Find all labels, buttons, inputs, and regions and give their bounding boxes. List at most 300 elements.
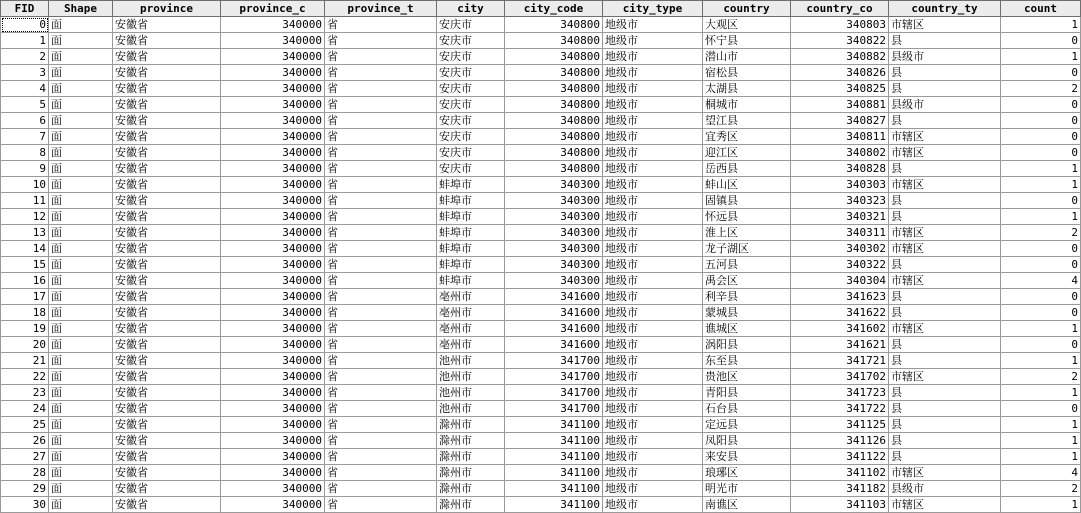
count-cell[interactable]: 1 xyxy=(1001,385,1081,401)
country-cell[interactable]: 桐城市 xyxy=(703,97,791,113)
table-row[interactable] xyxy=(1,401,1081,417)
count-cell[interactable]: 0 xyxy=(1001,129,1081,145)
province-type-cell[interactable]: 省 xyxy=(325,497,437,513)
fid-cell[interactable]: 26 xyxy=(1,433,49,449)
city-cell[interactable]: 池州市 xyxy=(437,353,505,369)
country-code-cell[interactable]: 340811 xyxy=(791,129,889,145)
province-type-cell[interactable]: 省 xyxy=(325,305,437,321)
table-row[interactable] xyxy=(1,65,1081,81)
count-cell[interactable]: 0 xyxy=(1001,257,1081,273)
province-cell[interactable]: 安徽省 xyxy=(113,65,221,81)
province-type-cell[interactable]: 省 xyxy=(325,161,437,177)
province-type-cell[interactable]: 省 xyxy=(325,129,437,145)
country-code-cell[interactable]: 341721 xyxy=(791,353,889,369)
country-cell[interactable]: 贵池区 xyxy=(703,369,791,385)
province-cell[interactable]: 安徽省 xyxy=(113,49,221,65)
count-cell[interactable]: 0 xyxy=(1001,145,1081,161)
city-cell[interactable]: 安庆市 xyxy=(437,65,505,81)
count-cell[interactable]: 2 xyxy=(1001,225,1081,241)
table-row[interactable] xyxy=(1,161,1081,177)
city-type-cell[interactable]: 地级市 xyxy=(603,49,703,65)
shape-cell[interactable]: 面 xyxy=(49,321,113,337)
fid-cell[interactable]: 11 xyxy=(1,193,49,209)
province-code-cell[interactable]: 340000 xyxy=(221,97,325,113)
fid-cell[interactable]: 30 xyxy=(1,497,49,513)
count-cell[interactable]: 1 xyxy=(1001,161,1081,177)
province-cell[interactable]: 安徽省 xyxy=(113,369,221,385)
city-code-cell[interactable]: 340300 xyxy=(505,273,603,289)
fid-cell[interactable]: 14 xyxy=(1,241,49,257)
country-code-cell[interactable]: 341102 xyxy=(791,465,889,481)
city-type-cell[interactable]: 地级市 xyxy=(603,33,703,49)
city-cell[interactable]: 蚌埠市 xyxy=(437,177,505,193)
count-cell[interactable]: 4 xyxy=(1001,465,1081,481)
table-row[interactable] xyxy=(1,129,1081,145)
province-code-cell[interactable]: 340000 xyxy=(221,145,325,161)
country-code-cell[interactable]: 340826 xyxy=(791,65,889,81)
column-header-province-type[interactable]: province_t xyxy=(325,1,437,17)
country-type-cell[interactable]: 县 xyxy=(889,401,1001,417)
province-code-cell[interactable]: 340000 xyxy=(221,401,325,417)
city-type-cell[interactable]: 地级市 xyxy=(603,145,703,161)
province-code-cell[interactable]: 340000 xyxy=(221,417,325,433)
count-cell[interactable]: 1 xyxy=(1001,417,1081,433)
country-cell[interactable]: 定远县 xyxy=(703,417,791,433)
city-code-cell[interactable]: 340300 xyxy=(505,225,603,241)
province-cell[interactable]: 安徽省 xyxy=(113,417,221,433)
country-cell[interactable]: 潜山市 xyxy=(703,49,791,65)
city-code-cell[interactable]: 340300 xyxy=(505,193,603,209)
city-cell[interactable]: 滁州市 xyxy=(437,497,505,513)
shape-cell[interactable]: 面 xyxy=(49,385,113,401)
table-row[interactable] xyxy=(1,273,1081,289)
city-type-cell[interactable]: 地级市 xyxy=(603,257,703,273)
province-type-cell[interactable]: 省 xyxy=(325,449,437,465)
city-cell[interactable]: 滁州市 xyxy=(437,481,505,497)
province-code-cell[interactable]: 340000 xyxy=(221,449,325,465)
province-type-cell[interactable]: 省 xyxy=(325,65,437,81)
shape-cell[interactable]: 面 xyxy=(49,481,113,497)
table-row[interactable] xyxy=(1,257,1081,273)
column-header-country-code[interactable]: country_co xyxy=(791,1,889,17)
city-cell[interactable]: 安庆市 xyxy=(437,129,505,145)
table-row[interactable] xyxy=(1,17,1081,33)
province-cell[interactable]: 安徽省 xyxy=(113,385,221,401)
fid-cell[interactable]: 29 xyxy=(1,481,49,497)
fid-cell[interactable]: 7 xyxy=(1,129,49,145)
country-cell[interactable]: 东至县 xyxy=(703,353,791,369)
city-type-cell[interactable]: 地级市 xyxy=(603,129,703,145)
city-type-cell[interactable]: 地级市 xyxy=(603,65,703,81)
province-code-cell[interactable]: 340000 xyxy=(221,433,325,449)
country-cell[interactable]: 太湖县 xyxy=(703,81,791,97)
province-type-cell[interactable]: 省 xyxy=(325,321,437,337)
shape-cell[interactable]: 面 xyxy=(49,177,113,193)
country-type-cell[interactable]: 县 xyxy=(889,417,1001,433)
country-type-cell[interactable]: 县 xyxy=(889,305,1001,321)
table-row[interactable] xyxy=(1,369,1081,385)
column-header-city-type[interactable]: city_type xyxy=(603,1,703,17)
city-cell[interactable]: 安庆市 xyxy=(437,161,505,177)
city-cell[interactable]: 滁州市 xyxy=(437,417,505,433)
province-code-cell[interactable]: 340000 xyxy=(221,33,325,49)
city-cell[interactable]: 蚌埠市 xyxy=(437,209,505,225)
country-type-cell[interactable]: 县 xyxy=(889,113,1001,129)
country-code-cell[interactable]: 341622 xyxy=(791,305,889,321)
province-type-cell[interactable]: 省 xyxy=(325,337,437,353)
country-type-cell[interactable]: 县 xyxy=(889,257,1001,273)
city-type-cell[interactable]: 地级市 xyxy=(603,113,703,129)
table-row[interactable] xyxy=(1,417,1081,433)
city-code-cell[interactable]: 340800 xyxy=(505,161,603,177)
country-type-cell[interactable]: 市辖区 xyxy=(889,273,1001,289)
country-cell[interactable]: 怀宁县 xyxy=(703,33,791,49)
city-code-cell[interactable]: 341600 xyxy=(505,321,603,337)
country-code-cell[interactable]: 341623 xyxy=(791,289,889,305)
city-type-cell[interactable]: 地级市 xyxy=(603,417,703,433)
shape-cell[interactable]: 面 xyxy=(49,225,113,241)
city-cell[interactable]: 亳州市 xyxy=(437,321,505,337)
count-cell[interactable]: 1 xyxy=(1001,353,1081,369)
country-code-cell[interactable]: 340303 xyxy=(791,177,889,193)
country-type-cell[interactable]: 县级市 xyxy=(889,97,1001,113)
province-type-cell[interactable]: 省 xyxy=(325,33,437,49)
province-cell[interactable]: 安徽省 xyxy=(113,449,221,465)
city-code-cell[interactable]: 340800 xyxy=(505,17,603,33)
country-cell[interactable]: 迎江区 xyxy=(703,145,791,161)
country-cell[interactable]: 固镇县 xyxy=(703,193,791,209)
table-row[interactable] xyxy=(1,321,1081,337)
province-code-cell[interactable]: 340000 xyxy=(221,49,325,65)
city-code-cell[interactable]: 341100 xyxy=(505,417,603,433)
shape-cell[interactable]: 面 xyxy=(49,273,113,289)
table-row[interactable] xyxy=(1,337,1081,353)
shape-cell[interactable]: 面 xyxy=(49,193,113,209)
province-cell[interactable]: 安徽省 xyxy=(113,481,221,497)
country-type-cell[interactable]: 县 xyxy=(889,209,1001,225)
province-code-cell[interactable]: 340000 xyxy=(221,81,325,97)
shape-cell[interactable]: 面 xyxy=(49,113,113,129)
shape-cell[interactable]: 面 xyxy=(49,433,113,449)
province-type-cell[interactable]: 省 xyxy=(325,369,437,385)
country-cell[interactable]: 凤阳县 xyxy=(703,433,791,449)
country-code-cell[interactable]: 341182 xyxy=(791,481,889,497)
fid-cell[interactable]: 10 xyxy=(1,177,49,193)
province-type-cell[interactable]: 省 xyxy=(325,241,437,257)
shape-cell[interactable]: 面 xyxy=(49,49,113,65)
city-code-cell[interactable]: 341100 xyxy=(505,481,603,497)
city-type-cell[interactable]: 地级市 xyxy=(603,273,703,289)
city-type-cell[interactable]: 地级市 xyxy=(603,449,703,465)
country-code-cell[interactable]: 341702 xyxy=(791,369,889,385)
city-type-cell[interactable]: 地级市 xyxy=(603,337,703,353)
province-type-cell[interactable]: 省 xyxy=(325,273,437,289)
fid-cell[interactable]: 8 xyxy=(1,145,49,161)
shape-cell[interactable]: 面 xyxy=(49,417,113,433)
country-code-cell[interactable]: 340323 xyxy=(791,193,889,209)
province-code-cell[interactable]: 340000 xyxy=(221,481,325,497)
table-row[interactable] xyxy=(1,113,1081,129)
country-code-cell[interactable]: 340882 xyxy=(791,49,889,65)
shape-cell[interactable]: 面 xyxy=(49,369,113,385)
country-cell[interactable]: 南谯区 xyxy=(703,497,791,513)
city-code-cell[interactable]: 340300 xyxy=(505,209,603,225)
province-type-cell[interactable]: 省 xyxy=(325,177,437,193)
fid-cell[interactable]: 19 xyxy=(1,321,49,337)
country-code-cell[interactable]: 341103 xyxy=(791,497,889,513)
country-code-cell[interactable]: 341722 xyxy=(791,401,889,417)
province-cell[interactable]: 安徽省 xyxy=(113,113,221,129)
city-code-cell[interactable]: 340300 xyxy=(505,177,603,193)
country-cell[interactable]: 望江县 xyxy=(703,113,791,129)
count-cell[interactable]: 1 xyxy=(1001,49,1081,65)
country-cell[interactable]: 谯城区 xyxy=(703,321,791,337)
city-cell[interactable]: 蚌埠市 xyxy=(437,257,505,273)
table-row[interactable] xyxy=(1,225,1081,241)
province-cell[interactable]: 安徽省 xyxy=(113,161,221,177)
count-cell[interactable]: 1 xyxy=(1001,321,1081,337)
city-code-cell[interactable]: 341100 xyxy=(505,433,603,449)
country-cell[interactable]: 五河县 xyxy=(703,257,791,273)
country-type-cell[interactable]: 市辖区 xyxy=(889,177,1001,193)
country-type-cell[interactable]: 县 xyxy=(889,161,1001,177)
city-code-cell[interactable]: 340300 xyxy=(505,257,603,273)
city-cell[interactable]: 安庆市 xyxy=(437,49,505,65)
city-code-cell[interactable]: 340300 xyxy=(505,241,603,257)
country-code-cell[interactable]: 340803 xyxy=(791,17,889,33)
country-cell[interactable]: 涡阳县 xyxy=(703,337,791,353)
country-code-cell[interactable]: 341723 xyxy=(791,385,889,401)
column-header-country[interactable]: country xyxy=(703,1,791,17)
table-row[interactable] xyxy=(1,433,1081,449)
province-type-cell[interactable]: 省 xyxy=(325,417,437,433)
country-code-cell[interactable]: 340881 xyxy=(791,97,889,113)
city-type-cell[interactable]: 地级市 xyxy=(603,177,703,193)
fid-cell[interactable]: 1 xyxy=(1,33,49,49)
city-type-cell[interactable]: 地级市 xyxy=(603,289,703,305)
province-cell[interactable]: 安徽省 xyxy=(113,33,221,49)
city-cell[interactable]: 安庆市 xyxy=(437,113,505,129)
country-type-cell[interactable]: 市辖区 xyxy=(889,465,1001,481)
city-cell[interactable]: 池州市 xyxy=(437,369,505,385)
country-cell[interactable]: 蚌山区 xyxy=(703,177,791,193)
city-cell[interactable]: 滁州市 xyxy=(437,465,505,481)
fid-cell[interactable]: 3 xyxy=(1,65,49,81)
province-type-cell[interactable]: 省 xyxy=(325,289,437,305)
city-type-cell[interactable]: 地级市 xyxy=(603,369,703,385)
table-row[interactable] xyxy=(1,33,1081,49)
country-code-cell[interactable]: 341621 xyxy=(791,337,889,353)
fid-cell[interactable]: 13 xyxy=(1,225,49,241)
count-cell[interactable]: 0 xyxy=(1001,241,1081,257)
city-cell[interactable]: 蚌埠市 xyxy=(437,225,505,241)
city-code-cell[interactable]: 340800 xyxy=(505,81,603,97)
column-header-country-type[interactable]: country_ty xyxy=(889,1,1001,17)
city-code-cell[interactable]: 341600 xyxy=(505,289,603,305)
province-type-cell[interactable]: 省 xyxy=(325,353,437,369)
province-code-cell[interactable]: 340000 xyxy=(221,289,325,305)
city-cell[interactable]: 蚌埠市 xyxy=(437,241,505,257)
city-code-cell[interactable]: 341100 xyxy=(505,449,603,465)
province-cell[interactable]: 安徽省 xyxy=(113,433,221,449)
shape-cell[interactable]: 面 xyxy=(49,353,113,369)
province-code-cell[interactable]: 340000 xyxy=(221,241,325,257)
country-cell[interactable]: 蒙城县 xyxy=(703,305,791,321)
province-cell[interactable]: 安徽省 xyxy=(113,193,221,209)
table-row[interactable] xyxy=(1,289,1081,305)
column-header-province[interactable]: province xyxy=(113,1,221,17)
shape-cell[interactable]: 面 xyxy=(49,33,113,49)
country-type-cell[interactable]: 县级市 xyxy=(889,481,1001,497)
country-cell[interactable]: 利辛县 xyxy=(703,289,791,305)
shape-cell[interactable]: 面 xyxy=(49,145,113,161)
shape-cell[interactable]: 面 xyxy=(49,161,113,177)
country-cell[interactable]: 琅琊区 xyxy=(703,465,791,481)
shape-cell[interactable]: 面 xyxy=(49,401,113,417)
shape-cell[interactable]: 面 xyxy=(49,289,113,305)
country-code-cell[interactable]: 340302 xyxy=(791,241,889,257)
shape-cell[interactable]: 面 xyxy=(49,209,113,225)
province-code-cell[interactable]: 340000 xyxy=(221,257,325,273)
province-cell[interactable]: 安徽省 xyxy=(113,209,221,225)
city-type-cell[interactable]: 地级市 xyxy=(603,193,703,209)
shape-cell[interactable]: 面 xyxy=(49,257,113,273)
city-cell[interactable]: 亳州市 xyxy=(437,337,505,353)
shape-cell[interactable]: 面 xyxy=(49,449,113,465)
province-code-cell[interactable]: 340000 xyxy=(221,353,325,369)
city-type-cell[interactable]: 地级市 xyxy=(603,161,703,177)
count-cell[interactable]: 1 xyxy=(1001,209,1081,225)
column-header-fid[interactable]: FID xyxy=(1,1,49,17)
province-code-cell[interactable]: 340000 xyxy=(221,161,325,177)
city-code-cell[interactable]: 340800 xyxy=(505,129,603,145)
country-cell[interactable]: 宜秀区 xyxy=(703,129,791,145)
city-cell[interactable]: 滁州市 xyxy=(437,433,505,449)
province-cell[interactable]: 安徽省 xyxy=(113,289,221,305)
city-type-cell[interactable]: 地级市 xyxy=(603,465,703,481)
city-cell[interactable]: 安庆市 xyxy=(437,33,505,49)
count-cell[interactable]: 2 xyxy=(1001,81,1081,97)
count-cell[interactable]: 1 xyxy=(1001,497,1081,513)
count-cell[interactable]: 1 xyxy=(1001,449,1081,465)
city-code-cell[interactable]: 341100 xyxy=(505,497,603,513)
city-type-cell[interactable]: 地级市 xyxy=(603,481,703,497)
province-cell[interactable]: 安徽省 xyxy=(113,257,221,273)
count-cell[interactable]: 0 xyxy=(1001,113,1081,129)
city-type-cell[interactable]: 地级市 xyxy=(603,241,703,257)
province-type-cell[interactable]: 省 xyxy=(325,17,437,33)
province-code-cell[interactable]: 340000 xyxy=(221,497,325,513)
country-type-cell[interactable]: 县 xyxy=(889,81,1001,97)
table-row[interactable] xyxy=(1,177,1081,193)
count-cell[interactable]: 0 xyxy=(1001,305,1081,321)
fid-cell[interactable]: 16 xyxy=(1,273,49,289)
country-type-cell[interactable]: 县 xyxy=(889,353,1001,369)
province-cell[interactable]: 安徽省 xyxy=(113,241,221,257)
count-cell[interactable]: 0 xyxy=(1001,289,1081,305)
country-type-cell[interactable]: 县 xyxy=(889,433,1001,449)
table-row[interactable] xyxy=(1,81,1081,97)
fid-cell[interactable]: 4 xyxy=(1,81,49,97)
province-code-cell[interactable]: 340000 xyxy=(221,129,325,145)
city-code-cell[interactable]: 341700 xyxy=(505,353,603,369)
country-code-cell[interactable]: 341125 xyxy=(791,417,889,433)
province-type-cell[interactable]: 省 xyxy=(325,81,437,97)
shape-cell[interactable]: 面 xyxy=(49,337,113,353)
province-code-cell[interactable]: 340000 xyxy=(221,193,325,209)
country-cell[interactable]: 龙子湖区 xyxy=(703,241,791,257)
count-cell[interactable]: 1 xyxy=(1001,433,1081,449)
province-type-cell[interactable]: 省 xyxy=(325,145,437,161)
table-row[interactable] xyxy=(1,193,1081,209)
city-code-cell[interactable]: 341700 xyxy=(505,401,603,417)
city-cell[interactable]: 安庆市 xyxy=(437,97,505,113)
table-row[interactable] xyxy=(1,145,1081,161)
city-type-cell[interactable]: 地级市 xyxy=(603,433,703,449)
province-type-cell[interactable]: 省 xyxy=(325,97,437,113)
shape-cell[interactable]: 面 xyxy=(49,497,113,513)
table-row[interactable] xyxy=(1,481,1081,497)
country-cell[interactable]: 青阳县 xyxy=(703,385,791,401)
count-cell[interactable]: 0 xyxy=(1001,65,1081,81)
province-type-cell[interactable]: 省 xyxy=(325,465,437,481)
city-type-cell[interactable]: 地级市 xyxy=(603,401,703,417)
shape-cell[interactable]: 面 xyxy=(49,305,113,321)
country-cell[interactable]: 石台县 xyxy=(703,401,791,417)
country-code-cell[interactable]: 340822 xyxy=(791,33,889,49)
country-type-cell[interactable]: 县 xyxy=(889,449,1001,465)
province-cell[interactable]: 安徽省 xyxy=(113,273,221,289)
country-type-cell[interactable]: 县 xyxy=(889,193,1001,209)
country-type-cell[interactable]: 县 xyxy=(889,65,1001,81)
province-type-cell[interactable]: 省 xyxy=(325,193,437,209)
country-code-cell[interactable]: 341122 xyxy=(791,449,889,465)
province-cell[interactable]: 安徽省 xyxy=(113,145,221,161)
province-cell[interactable]: 安徽省 xyxy=(113,225,221,241)
city-cell[interactable]: 池州市 xyxy=(437,401,505,417)
shape-cell[interactable]: 面 xyxy=(49,81,113,97)
province-cell[interactable]: 安徽省 xyxy=(113,177,221,193)
country-type-cell[interactable]: 县 xyxy=(889,385,1001,401)
province-cell[interactable]: 安徽省 xyxy=(113,305,221,321)
fid-cell[interactable]: 21 xyxy=(1,353,49,369)
table-row[interactable] xyxy=(1,305,1081,321)
country-type-cell[interactable]: 市辖区 xyxy=(889,145,1001,161)
city-code-cell[interactable]: 341100 xyxy=(505,465,603,481)
column-header-shape[interactable]: Shape xyxy=(49,1,113,17)
city-cell[interactable]: 池州市 xyxy=(437,385,505,401)
province-code-cell[interactable]: 340000 xyxy=(221,113,325,129)
city-code-cell[interactable]: 341700 xyxy=(505,385,603,401)
province-code-cell[interactable]: 340000 xyxy=(221,17,325,33)
country-type-cell[interactable]: 市辖区 xyxy=(889,497,1001,513)
city-code-cell[interactable]: 341700 xyxy=(505,369,603,385)
fid-cell[interactable]: 25 xyxy=(1,417,49,433)
province-cell[interactable]: 安徽省 xyxy=(113,337,221,353)
count-cell[interactable]: 2 xyxy=(1001,481,1081,497)
country-cell[interactable]: 淮上区 xyxy=(703,225,791,241)
shape-cell[interactable]: 面 xyxy=(49,17,113,33)
province-cell[interactable]: 安徽省 xyxy=(113,97,221,113)
province-cell[interactable]: 安徽省 xyxy=(113,497,221,513)
fid-cell[interactable]: 15 xyxy=(1,257,49,273)
fid-cell[interactable]: 27 xyxy=(1,449,49,465)
country-cell[interactable]: 明光市 xyxy=(703,481,791,497)
province-type-cell[interactable]: 省 xyxy=(325,209,437,225)
city-code-cell[interactable]: 340800 xyxy=(505,113,603,129)
country-code-cell[interactable]: 340304 xyxy=(791,273,889,289)
shape-cell[interactable]: 面 xyxy=(49,129,113,145)
